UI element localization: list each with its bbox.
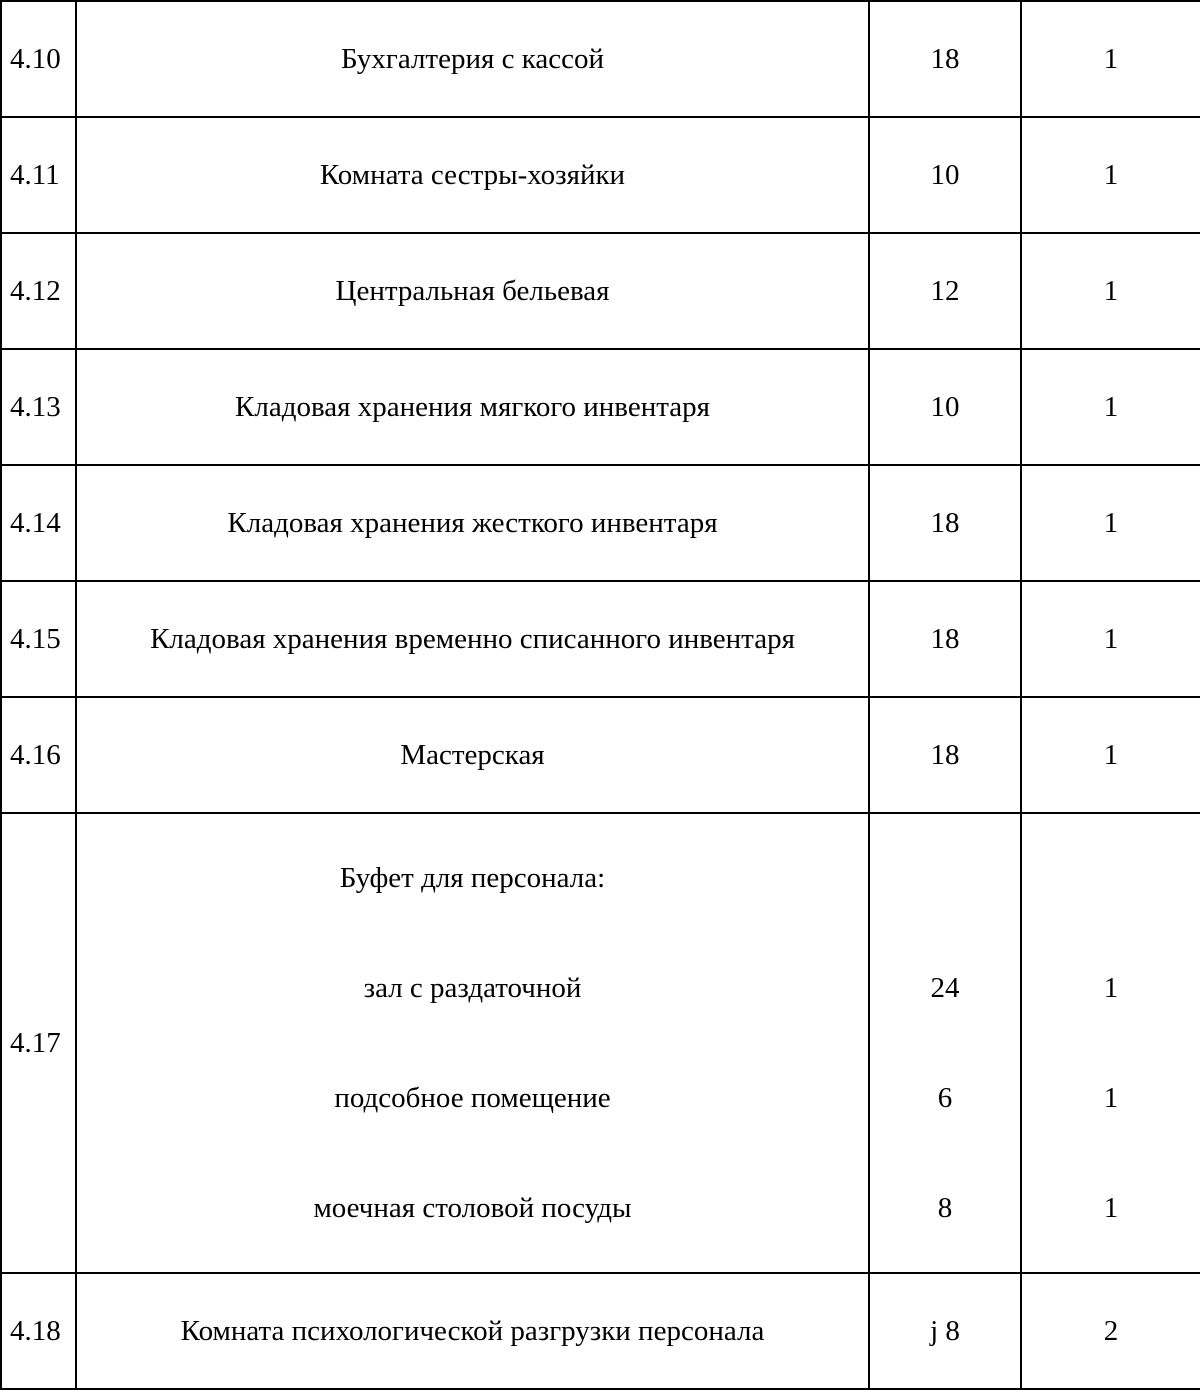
row-number: 4.12 [1,233,76,349]
buffet-title: Буфет для персонала: [339,861,606,894]
room-count: 1 [1021,349,1200,465]
sub-room-name: зал с раздаточной [363,971,582,1004]
sub-room-name: подсобное помещение [334,1081,611,1114]
table-row [1,465,1200,581]
sub-room-area: 24 [930,971,960,1004]
room-name: Мастерская [76,697,869,813]
room-count: 1 [1021,697,1200,813]
sub-room-count: 1 [1103,971,1119,1004]
table-row [1,1273,1200,1389]
sub-room-area: 6 [937,1081,953,1114]
room-name: Центральная бельевая [76,233,869,349]
room-count: 1 [1021,1,1200,117]
table-row [1,349,1200,465]
table-row [1,697,1200,813]
room-count: 1 [1021,233,1200,349]
buffet-areas-cell [869,813,1021,1273]
room-name: Кладовая хранения мягкого инвентаря [76,349,869,465]
room-area: 10 [869,117,1021,233]
room-name: Комната сестры-хозяйки [76,117,869,233]
room-name: Комната психологической разгрузки персонала [76,1273,869,1389]
row-number: 4.11 [1,117,76,233]
room-area: 18 [869,581,1021,697]
buffet-names-cell [76,813,869,1273]
table-row [1,233,1200,349]
room-name: Кладовая хранения жесткого инвентаря [76,465,869,581]
room-area: 18 [869,697,1021,813]
table-row [1,117,1200,233]
room-area: 18 [869,1,1021,117]
row-number: 4.15 [1,581,76,697]
room-count: 1 [1021,117,1200,233]
table-row [1,581,1200,697]
room-count: 2 [1021,1273,1200,1389]
table-row-buffet [1,813,1200,1273]
row-number: 4.17 [1,813,76,1273]
room-name: Кладовая хранения временно списанного инвентаря [76,581,869,697]
buffet-counts-cell [1021,813,1200,1273]
room-area: 18 [869,465,1021,581]
room-area: 10 [869,349,1021,465]
table-row [1,1,1200,117]
sub-room-name: моечная столовой посуды [313,1191,632,1224]
row-number: 4.13 [1,349,76,465]
sub-room-count: 1 [1103,1081,1119,1114]
row-number: 4.16 [1,697,76,813]
row-number: 4.18 [1,1273,76,1389]
sub-room-area: 8 [937,1191,953,1224]
room-area: j 8 [869,1273,1021,1389]
row-number: 4.10 [1,1,76,117]
sub-room-count: 1 [1103,1191,1119,1224]
room-count: 1 [1021,465,1200,581]
room-area: 12 [869,233,1021,349]
room-count: 1 [1021,581,1200,697]
room-name: Бухгалтерия с кассой [76,1,869,117]
row-number: 4.14 [1,465,76,581]
